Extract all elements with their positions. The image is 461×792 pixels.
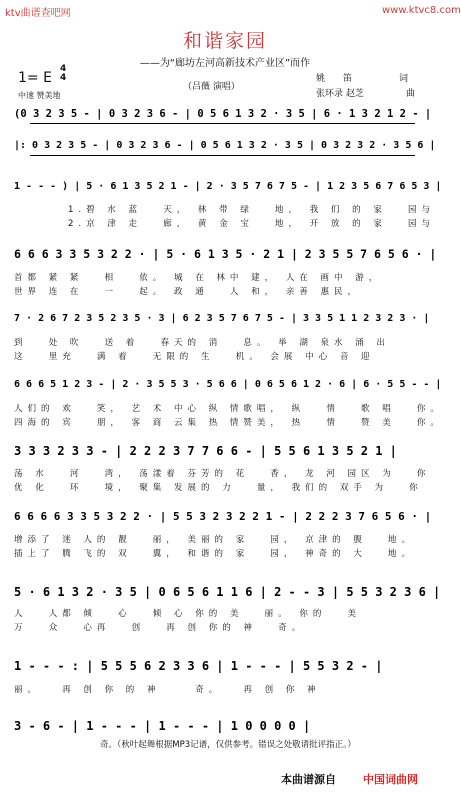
score-line-4: 6 6 6 3 3 5 3 2 2 · | 5 · 6 1 3 5 · 2 1 | 2 3 5 5 7 6 5 6 · | bbox=[14, 247, 437, 261]
score-line-5: 7 · 2 6 7 2 3 5 2 3 5 · 3 | 6 2 3 5 7 6 7 5 - | 3 3 5 1 1 2 3 2 3 · | bbox=[14, 313, 430, 324]
lyric-line-9-a: 人 人都 倾 心 倾 心 你的 美 丽。 你的 美 bbox=[14, 609, 362, 619]
footer-source: 本曲谱源自 bbox=[281, 773, 336, 786]
lyric-line-10: 丽。 再 创 你 的 神 奇。 再 创 你 神 bbox=[14, 685, 321, 695]
composer-name: 张环录 赵芝 bbox=[316, 89, 364, 99]
score-line-3: 1 - - - ) | 5 · 6 1 3 5 2 1 - | 2 · 3 5 7 6 7 5 - | 1 2 3 5 6 7 6 5 3 | bbox=[14, 181, 442, 192]
composer-role: 曲 bbox=[406, 89, 416, 99]
song-subtitle: ——为“廊坊左河高新技术产业区”而作 bbox=[139, 58, 311, 69]
lyric-line-3-a: 1.碧 水 蓝 天， 林 带 绿 地， 我 们 的 家 园与 bbox=[68, 205, 436, 215]
singer-credit: （吕薇 演唱） bbox=[183, 82, 240, 92]
lyric-line-3-b: 2.京 津 走 廊， 黄 金 宝 地， 开 放 的 家 园与 bbox=[68, 219, 436, 229]
lyric-line-9-b: 万 众 心再 创 再 创 你的 神 奇。 bbox=[14, 623, 306, 633]
lyric-line-6-a: 人们的 欢 笑， 艺 术 中心 纵 情歌唱， 纵 情 歌 唱 你。 bbox=[14, 404, 444, 414]
score-line-8: 6 6 6 6 3 3 5 3 2 2 · | 5 5 3 2 3 2 2 1 - | 2 2 2 3 7 6 5 6 · | bbox=[14, 510, 432, 523]
time-signature-top: 4 bbox=[60, 64, 67, 74]
key-signature: 1= E bbox=[18, 70, 52, 86]
lyric-line-11: 奇。（秋叶起舞根据MP3记谱，仅供参考。错误之处敬请批评指正。） bbox=[100, 740, 356, 750]
tempo-marking: 中速 赞美地 bbox=[18, 91, 61, 100]
beam-line-2 bbox=[30, 155, 415, 156]
score-line-10: 1 - - - : | 5 5 5 6 2 3 3 6 | 1 - - - | 5 5 3 2 - | bbox=[14, 659, 383, 673]
beam-line-1 bbox=[30, 123, 415, 124]
lyric-line-8-a: 增添了 迷 人的 靓 丽， 美丽的 家 园， 京津的 腹 地。 bbox=[14, 535, 416, 545]
score-line-11: 3 - 6 - | 1 - - - | 1 - - - | 1 0 0 0 0 | bbox=[14, 719, 311, 733]
lyric-line-4-b: 世界 连 在 一 起。 政 通 人 和， 亲善 惠民， bbox=[14, 287, 362, 297]
score-line-6: 6 6 6 5 1 2 3 - | 2 · 3 5 5 3 · 5 6 6 | 0 6 5 6 1 2 · 6 | 6 · 5 5 - - | bbox=[14, 379, 442, 390]
song-title: 和谐家园 bbox=[182, 30, 267, 52]
score-line-1: (0 3 2 3 5 - | 0 3 2 3 6 - | 0 5 6 1 3 2 · 3 5 | 6 · 1 3 2 1 2 - | bbox=[14, 108, 432, 120]
score-line-2: |: 0 3 2 3 5 - | 0 3 2 3 6 - | 0 5 6 1 3 2 · 3 5 | 0 3 2 3 2 · 3 5 6 | bbox=[14, 140, 436, 151]
lyric-line-4-a: 首都 紧 紧 相 依。 城 在 林中 建， 人在 画中 游， bbox=[14, 273, 383, 283]
watermark-right: www.ktvc8.com bbox=[382, 5, 461, 16]
lyric-line-7-a: 荡 水 河 湾， 荡漾着 芬芳的 花 香， 龙 河 园区 为 你 bbox=[14, 469, 431, 479]
lyric-line-6-b: 四海的 宾 朋， 客 商 云集 热 情赞美， 热 情 赞 美 你。 bbox=[14, 418, 444, 428]
score-line-7: 3 3 3 2 3 3 - | 2 2 2 3 7 7 6 6 - | 5 5 6 1 3 5 2 1 | bbox=[14, 444, 397, 458]
lyric-line-5-b: 这 里充 满 着 无限的 生 机。 会展 中心 音 迎 bbox=[14, 352, 375, 362]
lyric-line-7-b: 优 化 环 境， 聚集 发展的 力 量， 我们的 双手 为 你 bbox=[14, 483, 423, 493]
time-signature-bottom: 4 bbox=[60, 73, 67, 83]
watermark-left: ktv曲谱查吧网 bbox=[5, 8, 71, 19]
lyricist-role: 词 bbox=[399, 74, 409, 84]
lyric-line-8-b: 插上了 腾 飞的 双 翼， 和谐的 家 园， 神奇的 大 地。 bbox=[14, 549, 416, 559]
lyric-line-5-a: 到 处 吹 送 着 春天的 消 息。 举 湖 泉水 涌 出 bbox=[14, 338, 390, 348]
footer-site-link[interactable]: 中国词曲网 bbox=[363, 773, 418, 786]
score-line-9: 5 · 6 1 3 2 · 3 5 | 0 6 5 6 1 1 6 | 2 - - 3 | 5 5 3 2 3 6 | bbox=[14, 585, 441, 599]
lyricist-name: 姚 笛 bbox=[316, 74, 353, 84]
